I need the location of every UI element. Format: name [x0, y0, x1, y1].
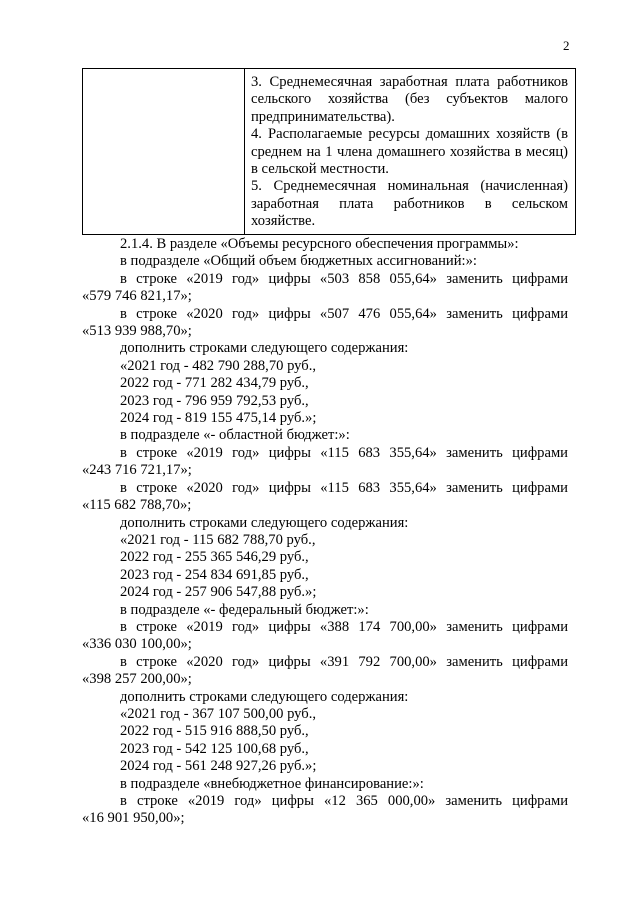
text-line: 2024 год - 819 155 475,14 руб.»; [120, 410, 317, 427]
section-heading: 2.1.4. В разделе «Объемы ресурсного обеспечения программы»: [120, 236, 519, 252]
document-body [82, 236, 568, 828]
text-line: в строке «2020 год» цифры «391 792 700,00» заменить цифрами [120, 653, 568, 670]
text-line: в подразделе «- областной бюджет:»: [120, 427, 350, 444]
text-line: «115 682 788,70»; [82, 497, 192, 514]
text-line: «579 746 821,17»; [82, 288, 192, 305]
indicators-table [82, 68, 576, 235]
text-line: «2021 год - 482 790 288,70 руб., [120, 357, 317, 374]
text-line: в подразделе «Общий объем бюджетных ассигнований:»: [120, 253, 477, 270]
text-line: 2024 год - 561 248 927,26 руб.»; [120, 758, 317, 775]
text-line: в строке «2019 год» цифры «115 683 355,64» заменить цифрами [120, 444, 568, 461]
text-line: «2021 год - 115 682 788,70 руб., [120, 531, 316, 548]
text-line: «16 901 950,00»; [82, 810, 185, 827]
text-line: «336 030 100,00»; [82, 636, 192, 653]
text-line: в строке «2019 год» цифры «503 858 055,64» заменить цифрами [120, 270, 568, 287]
indicator-item: 3. Среднемесячная заработная плата работников сельского хозяйства (без субъектов малого предпринимательства). [251, 74, 568, 125]
text-line: 2022 год - 771 282 434,79 руб., [120, 375, 309, 392]
indicator-item: 4. Располагаемые ресурсы домашних хозяйств (в среднем на 1 члена домашнего хозяйства в месяц) в сельской местности. [251, 126, 568, 178]
text-line: 2023 год - 254 834 691,85 руб., [120, 566, 309, 583]
text-line: в строке «2020 год» цифры «115 683 355,64» заменить цифрами [120, 479, 568, 496]
table-row [83, 69, 576, 235]
indicator-item: 5. Среднемесячная номинальная (начисленная) заработная плата работников в сельском хозяйстве. [251, 178, 568, 230]
text-line: «243 716 721,17»; [82, 462, 192, 479]
text-line: 2023 год - 796 959 792,53 руб., [120, 392, 309, 409]
text-line: в строке «2020 год» цифры «507 476 055,64» заменить цифрами [120, 305, 568, 322]
table-cell-empty [83, 69, 245, 235]
text-line: 2022 год - 255 365 546,29 руб., [120, 549, 309, 566]
text-line: 2022 год - 515 916 888,50 руб., [120, 723, 309, 740]
text-line: в подразделе «- федеральный бюджет:»: [120, 601, 369, 618]
text-line: дополнить строками следующего содержания: [120, 340, 409, 357]
table-cell-indicators [245, 69, 576, 235]
text-line: 2023 год - 542 125 100,68 руб., [120, 740, 309, 757]
page-number: 2 [563, 38, 570, 53]
text-line: дополнить строками следующего содержания: [120, 688, 409, 705]
text-line: «398 257 200,00»; [82, 671, 192, 688]
text-line: в подразделе «внебюджетное финансирование:»: [120, 775, 424, 792]
text-line: «2021 год - 367 107 500,00 руб., [120, 705, 317, 722]
text-line: дополнить строками следующего содержания: [120, 514, 409, 531]
text-line: 2024 год - 257 906 547,88 руб.»; [120, 584, 317, 601]
text-line: в строке «2019 год» цифры «12 365 000,00» заменить цифрами [120, 793, 568, 809]
text-line: в строке «2019 год» цифры «388 174 700,00» заменить цифрами [120, 618, 568, 635]
text-line: «513 939 988,70»; [82, 323, 192, 340]
